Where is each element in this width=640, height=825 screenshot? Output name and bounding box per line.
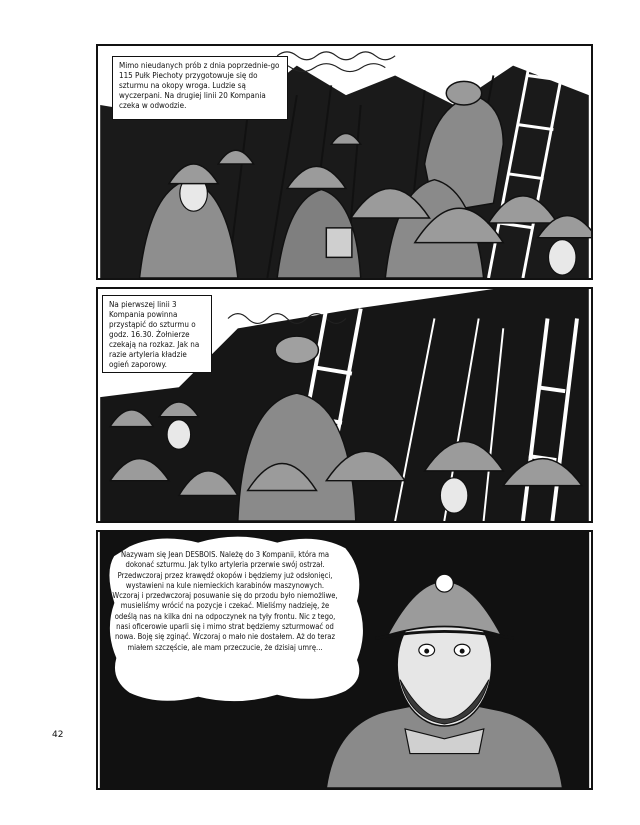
- narration-caption: Na pierwszej linii 3 Kompania powinna przystąpić do szturmu o godz. 16.30. Żołnierze czekają na rozkaz. Jak na razie artyleria kładzie ogień zaporowy.: [102, 295, 212, 373]
- speech-balloon-text: Nazywam się Jean DESBOIS. Należę do 3 Kompanii, która ma dokonać szturmu. Jak tylko artyleria przerwie swój ostrzał. Przedwczoraj przez krawędź okopów i będziemy już odsłonięci, wystawieni na kule niemieckich karabinów maszynowych. Wczoraj i przedwczoraj posuwanie się do przodu było niemożliwe, musieliśmy wrócić na pozycje i czekać. Mieliśmy nadzieję, że odeślą nas na kilka dni na odpoczynek na tyły frontu. Nic z tego, nasi oficerowie uparli się i mimo strat będziemy szturmować od nowa. Boję się zginąć. Wczoraj o mało nie dostałem. Aż do teraz miałem szczęście, ale mam przeczucie, że dzisiaj umrę...: [112, 550, 338, 652]
- comic-panel-2: [96, 287, 593, 523]
- narration-caption: Mimo nieudanych prób z dnia poprzednie-go 115 Pułk Piechoty przygotowuje się do szturmu na okopy wroga. Ludzie są wyczerpani. Na drugiej linii 20 Kompania czeka w odwodzie.: [112, 56, 288, 120]
- comic-panel-1: [96, 44, 593, 280]
- page-number: 42: [52, 730, 64, 740]
- comic-panel-3: [96, 530, 593, 790]
